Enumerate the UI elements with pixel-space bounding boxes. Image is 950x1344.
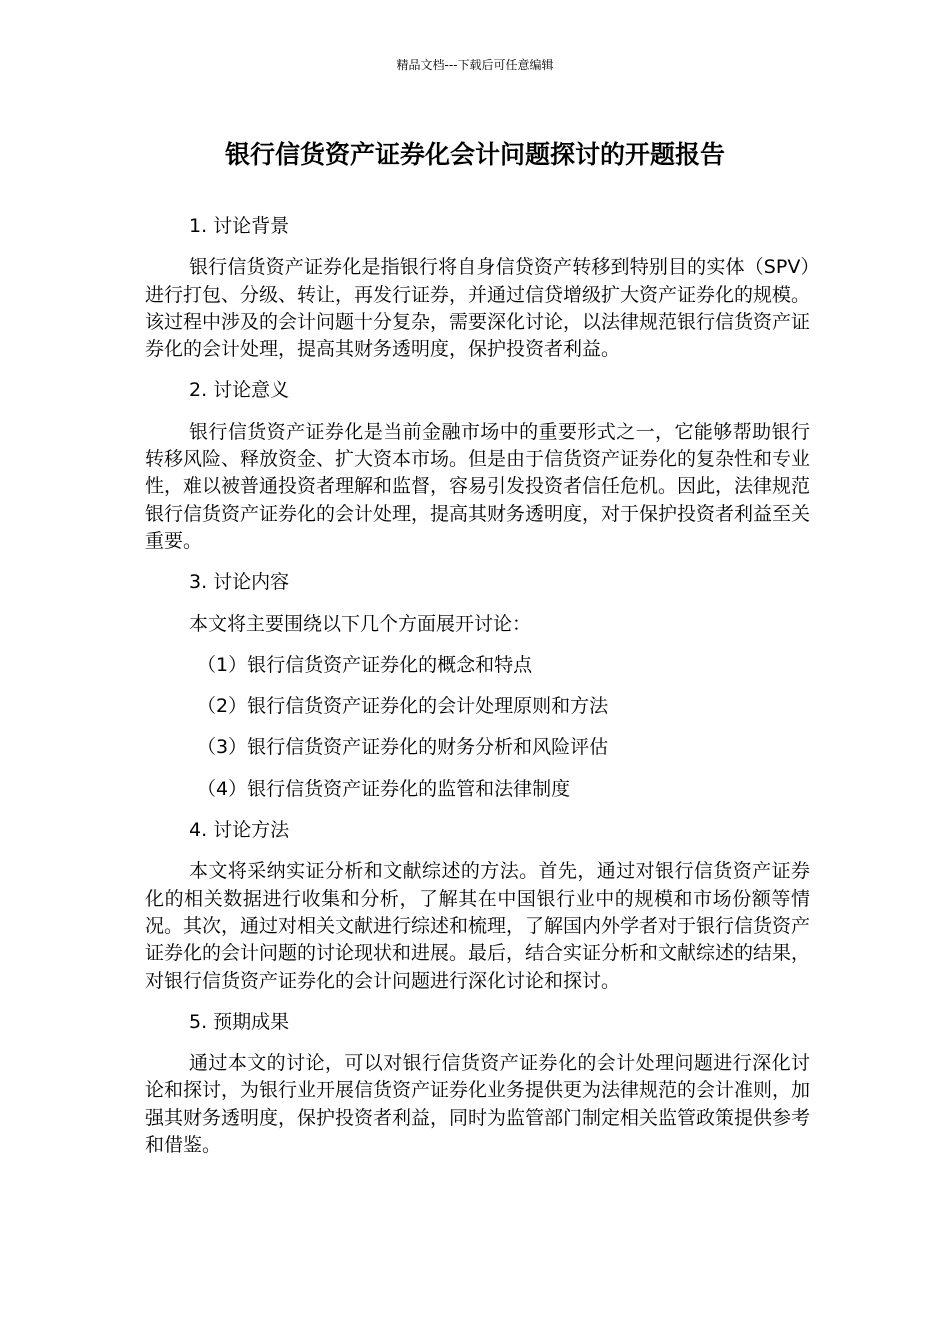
section-paragraph-outcome: 通过本文的讨论，可以对银行信货资产证券化的会计处理问题进行深化讨论和探讨，为银行业开展信货资产证券化业务提供更为法律规范的会计准则，加强其财务透明度，保护投资者利益，同时为监管部门制定相关监管政策提供参考和借鉴。 — [145, 1052, 811, 1157]
list-item: （1）银行信货资产证券化的概念和特点 — [197, 653, 533, 676]
section-paragraph-method: 本文将采纳实证分析和文献综述的方法。首先，通过对银行信货资产证券化的相关数据进行收集和分析，了解其在中国银行业中的规模和市场份额等情况。其次，通过对相关文献进行综述和梳理，了解国内外学者对于银行信货资产证券化的会计问题的讨论现状和进展。最后，结合实证分析和文献综述的结果，对银行信货资产证券化的会计问题进行深化讨论和探讨。 — [145, 860, 811, 992]
header-note: 精品文档---下载后可任意编辑 — [396, 58, 554, 72]
document-title: 银行信货资产证券化会计问题探讨的开题报告 — [224, 140, 725, 169]
document-body — [145, 213, 810, 1173]
list-item: （2）银行信货资产证券化的会计处理原则和方法 — [197, 695, 609, 718]
section-heading-content: 3. 讨论内容 — [189, 571, 290, 594]
list-item: （4）银行信货资产证券化的监管和法律制度 — [197, 777, 571, 800]
list-item: （3）银行信货资产证券化的财务分析和风险评估 — [197, 736, 609, 759]
section-intro-content: 本文将主要围绕以下几个方面展开讨论： — [189, 612, 532, 635]
section-heading-background: 1. 讨论背景 — [189, 215, 290, 237]
section-heading-outcome: 5. 预期成果 — [189, 1010, 290, 1033]
section-heading-method: 4. 讨论方法 — [189, 819, 290, 842]
section-paragraph-background: 银行信货资产证券化是指银行将自身信贷资产转移到特别目的实体（SPV）进行打包、分级、转让，再发行证券，并通过信贷增级扩大资产证券化的规模。该过程中涉及的会计问题十分复杂，需要深化讨论，以法律规范银行信货资产证券化的会计处理，提高其财务透明度，保护投资者利益。 — [145, 256, 811, 361]
section-heading-significance: 2. 讨论意义 — [189, 379, 290, 402]
section-paragraph-significance: 银行信货资产证券化是当前金融市场中的重要形式之一，它能够帮助银行转移风险、释放资金、扩大资本市场。但是由于信货资产证券化的复杂性和专业性，难以被普通投资者理解和监督，容易引发投资者信任危机。因此，法律规范银行信货资产证券化的会计处理，提高其财务透明度，对于保护投资者利益至关重要。 — [145, 420, 811, 552]
